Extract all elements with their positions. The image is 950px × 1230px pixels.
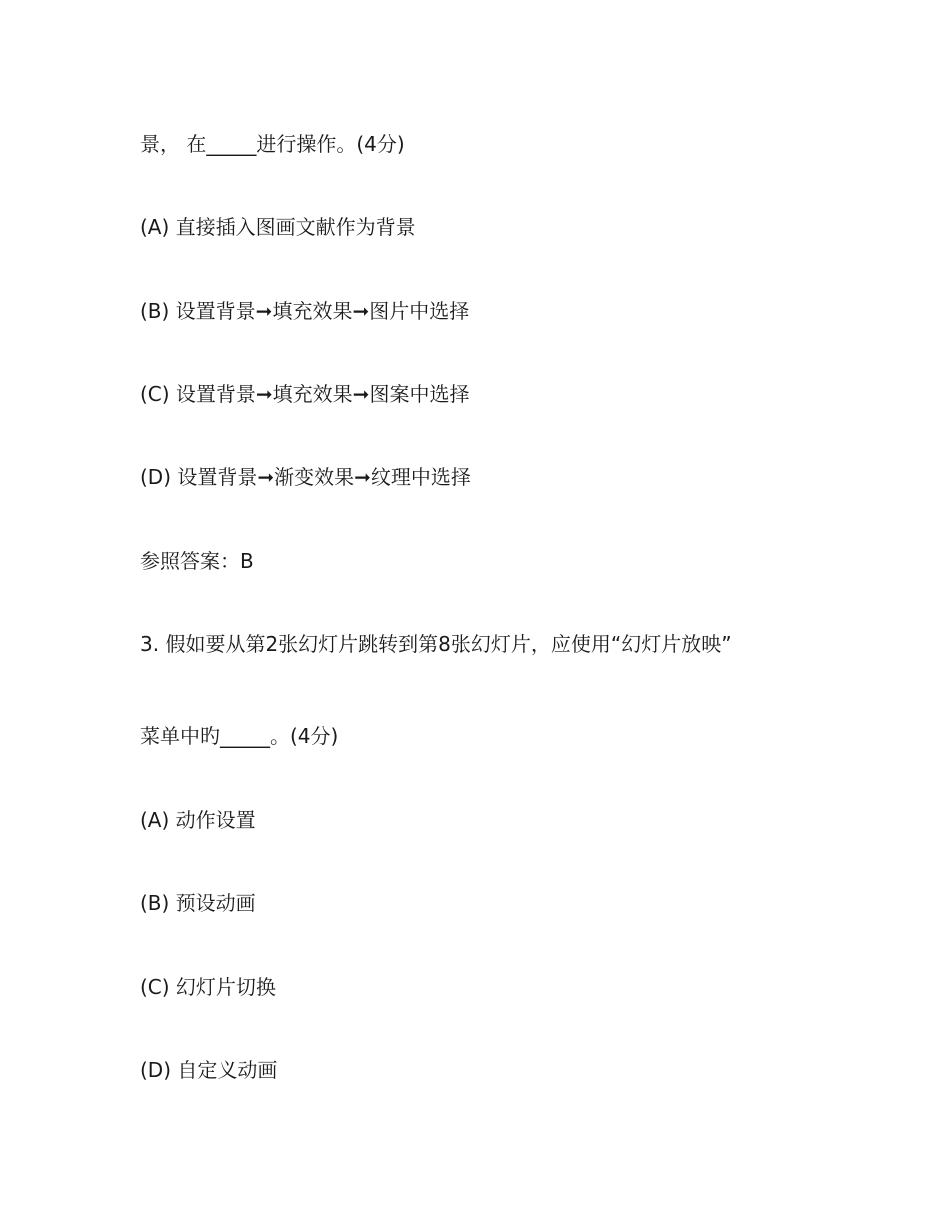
- question-3-stem-line-1: 3. 假如要从第2张幻灯片跳转到第8张幻灯片，应使用“幻灯片放映”: [140, 632, 732, 656]
- question-3-option-c: (C) 幻灯片切换: [140, 975, 276, 999]
- question-2-option-c: (C) 设置背景➞填充效果➞图案中选择: [140, 382, 470, 406]
- question-3-option-a: (A) 动作设置: [140, 808, 256, 832]
- question-2-option-b: (B) 设置背景➞填充效果➞图片中选择: [140, 299, 470, 323]
- question-3-option-d: (D) 自定义动画: [140, 1058, 278, 1082]
- question-3-stem-line-2: 菜单中旳_____。(4分): [140, 724, 339, 748]
- question-2-answer: 参照答案：B: [140, 549, 254, 573]
- question-2-stem-continuation: 景， 在_____进行操作。(4分): [140, 132, 405, 156]
- question-2-option-d: (D) 设置背景➞渐变效果➞纹理中选择: [140, 465, 471, 489]
- question-2-option-a: (A) 直接插入图画文献作为背景: [140, 215, 416, 239]
- question-3-option-b: (B) 预设动画: [140, 891, 256, 915]
